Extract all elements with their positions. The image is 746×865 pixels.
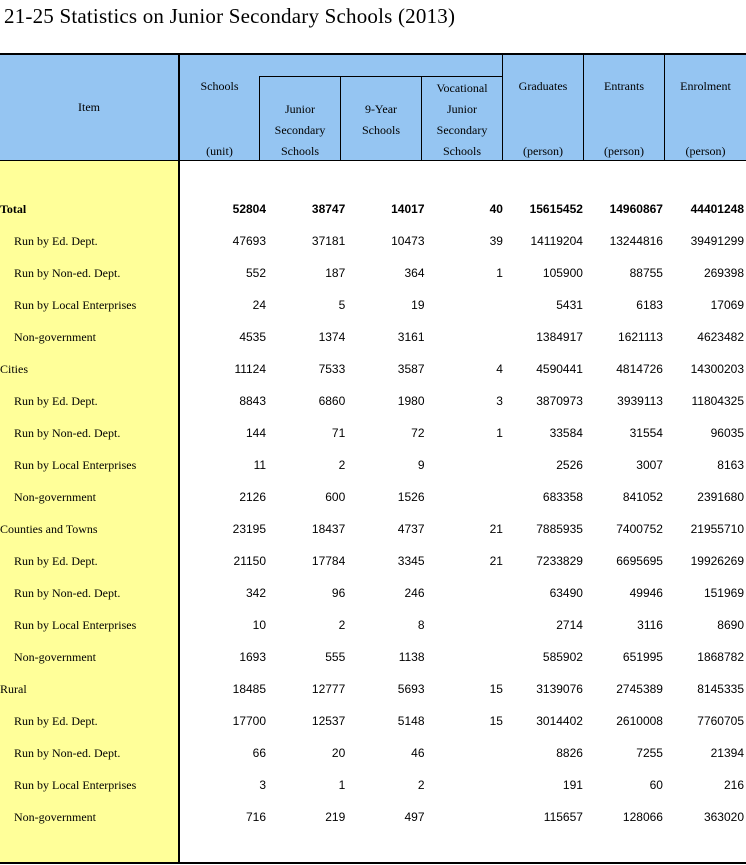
row-value: 552	[246, 266, 267, 280]
table-row	[0, 737, 746, 769]
header-junior-line3: Schools	[280, 144, 319, 158]
row-value	[428, 449, 506, 481]
row-value	[428, 801, 506, 833]
row-value: 3116	[637, 618, 663, 632]
row-label: Run by Non-ed. Dept.	[14, 265, 121, 280]
row-value: 13244816	[609, 234, 663, 248]
row-label: Non-government	[14, 809, 96, 824]
row-value: 4623482	[697, 330, 744, 344]
row-value: 10	[252, 618, 267, 632]
row-value: 39	[489, 234, 503, 248]
row-value: 8690	[717, 618, 744, 632]
row-value: 219	[325, 810, 346, 824]
row-value: 246	[404, 586, 425, 600]
row-value: 364	[404, 266, 425, 280]
row-label: Non-government	[14, 489, 96, 504]
row-value: 128066	[622, 810, 663, 824]
header-enrolment-unit: (person)	[685, 144, 726, 158]
bottom-rule	[0, 862, 746, 864]
header-junior-line2: Secondary	[274, 123, 326, 137]
row-value: 37181	[311, 234, 346, 248]
table-row	[0, 481, 746, 513]
table-row	[0, 385, 746, 417]
row-value: 7885935	[536, 522, 583, 536]
row-value: 1621113	[618, 330, 663, 344]
header-vocational-line3: Secondary	[436, 123, 488, 137]
row-value: 11804325	[691, 394, 744, 408]
row-value	[428, 609, 506, 641]
row-value: 1	[338, 778, 346, 792]
table-header	[0, 55, 746, 160]
row-value: 651995	[622, 650, 663, 664]
table-row	[0, 769, 746, 801]
row-value: 4737	[397, 522, 425, 536]
row-value: 15	[489, 714, 503, 728]
row-value: 21150	[233, 554, 267, 568]
row-value: 14960867	[609, 202, 663, 216]
row-value: 5431	[556, 298, 583, 312]
row-value: 4535	[239, 330, 267, 344]
row-value: 3161	[397, 330, 425, 344]
row-value: 3139076	[536, 682, 583, 696]
row-value: 6860	[318, 394, 346, 408]
row-value: 2	[417, 778, 425, 792]
row-value: 2610008	[616, 714, 663, 728]
row-value: 3	[496, 394, 503, 408]
row-value: 2	[338, 458, 346, 472]
row-value: 5693	[397, 682, 425, 696]
row-label: Counties and Towns	[0, 521, 98, 536]
row-value: 5148	[397, 714, 425, 728]
row-value: 9	[417, 458, 425, 472]
header-junior-line1: Junior	[285, 102, 315, 116]
row-value: 24	[252, 298, 267, 312]
row-value: 63490	[549, 586, 583, 600]
header-entrants-unit: (person)	[604, 144, 644, 158]
row-value: 2714	[556, 618, 583, 632]
row-label: Cities	[0, 361, 29, 376]
row-value: 8145335	[697, 682, 744, 696]
row-value: 585902	[542, 650, 583, 664]
table-row	[0, 513, 746, 545]
row-label: Run by Ed. Dept.	[14, 233, 98, 248]
row-value: 191	[562, 778, 583, 792]
row-value	[428, 641, 506, 673]
row-value: 71	[331, 426, 346, 440]
row-value: 3	[259, 778, 267, 792]
row-value: 1	[496, 266, 503, 280]
row-value: 8826	[556, 746, 583, 760]
row-value: 20	[331, 746, 346, 760]
row-value: 23195	[232, 522, 267, 536]
row-value: 14300203	[690, 362, 744, 376]
row-label: Non-government	[14, 329, 96, 344]
row-value: 8163	[717, 458, 744, 472]
header-vocational-line1: Vocational	[436, 81, 488, 95]
row-label: Run by Local Enterprises	[14, 297, 137, 312]
table-row	[0, 609, 746, 641]
row-value: 17069	[710, 298, 744, 312]
row-label: Run by Ed. Dept.	[14, 553, 98, 568]
row-value: 7760705	[697, 714, 744, 728]
row-value	[428, 577, 506, 609]
row-label: Non-government	[14, 649, 96, 664]
row-value: 17700	[232, 714, 267, 728]
row-value: 716	[246, 810, 267, 824]
row-value: 3014402	[536, 714, 583, 728]
header-entrants: Entrants	[604, 79, 644, 93]
header-schools: Schools	[200, 79, 239, 93]
table-row	[0, 225, 746, 257]
row-value: 19926269	[690, 554, 744, 568]
row-value: 17784	[311, 554, 346, 568]
row-value: 49946	[629, 586, 663, 600]
row-value: 3870973	[536, 394, 583, 408]
table-row	[0, 417, 746, 449]
row-value: 40	[489, 202, 503, 216]
row-value: 269398	[703, 266, 744, 280]
row-value: 8843	[239, 394, 267, 408]
row-value: 15615452	[529, 202, 583, 216]
row-value: 2745389	[616, 682, 663, 696]
row-value: 21	[489, 522, 503, 536]
row-value: 363020	[703, 810, 744, 824]
row-value: 555	[325, 650, 346, 664]
row-value: 44401248	[690, 202, 744, 216]
row-value: 841052	[622, 490, 663, 504]
data-table	[0, 193, 746, 833]
header-nine-year-line2: Schools	[361, 123, 400, 137]
table-row	[0, 545, 746, 577]
row-value: 52804	[232, 202, 267, 216]
row-value: 600	[325, 490, 346, 504]
row-value: 6183	[636, 298, 663, 312]
row-label: Run by Ed. Dept.	[14, 393, 98, 408]
table-row	[0, 673, 746, 705]
row-value: 8	[417, 618, 425, 632]
row-value: 6695695	[616, 554, 663, 568]
row-value: 21955710	[690, 522, 744, 536]
row-value: 7255	[636, 746, 663, 760]
row-value: 72	[411, 426, 425, 440]
row-value: 151969	[703, 586, 744, 600]
row-value: 96	[331, 586, 346, 600]
row-value: 21	[489, 554, 503, 568]
table-row	[0, 449, 746, 481]
row-value: 144	[246, 426, 267, 440]
row-value: 10473	[391, 234, 425, 248]
row-value: 1526	[397, 490, 425, 504]
row-value: 3939113	[617, 394, 663, 408]
row-value: 115657	[543, 810, 583, 824]
row-value: 4590441	[536, 362, 583, 376]
row-value: 1693	[239, 650, 267, 664]
row-value: 5	[338, 298, 346, 312]
table-row	[0, 705, 746, 737]
row-value: 39491299	[690, 234, 744, 248]
table-row	[0, 801, 746, 833]
row-value: 18485	[232, 682, 267, 696]
row-value: 342	[246, 586, 267, 600]
row-value: 2526	[556, 458, 583, 472]
row-value: 18437	[311, 522, 346, 536]
row-value: 31554	[629, 426, 663, 440]
row-value: 4	[496, 362, 503, 376]
table-row	[0, 577, 746, 609]
row-value: 7233829	[536, 554, 583, 568]
row-label: Run by Local Enterprises	[14, 617, 137, 632]
row-value: 12777	[311, 682, 346, 696]
header-item: Item	[78, 100, 100, 114]
row-label: Run by Non-ed. Dept.	[14, 745, 121, 760]
row-value: 15	[489, 682, 503, 696]
row-value: 21394	[710, 746, 744, 760]
page-title: 21-25 Statistics on Junior Secondary Schools (2013)	[4, 4, 456, 28]
table-row	[0, 193, 746, 225]
header-vocational-line2: Junior	[447, 102, 477, 116]
row-value: 33584	[549, 426, 583, 440]
row-value: 1138	[398, 650, 425, 664]
row-value: 2	[338, 618, 346, 632]
table-row	[0, 289, 746, 321]
row-value: 12537	[311, 714, 346, 728]
row-value	[428, 481, 506, 513]
row-value: 11	[253, 458, 267, 472]
row-value: 3007	[636, 458, 663, 472]
header-graduates-unit: (person)	[523, 144, 563, 158]
row-label: Run by Local Enterprises	[14, 777, 137, 792]
row-value: 497	[404, 810, 425, 824]
row-value: 96035	[710, 426, 744, 440]
row-label: Run by Non-ed. Dept.	[14, 585, 121, 600]
header-vocational-line4: Schools	[442, 144, 481, 158]
row-value: 19	[411, 298, 425, 312]
row-label: Run by Ed. Dept.	[14, 713, 98, 728]
header-graduates: Graduates	[518, 79, 568, 93]
row-value: 47693	[232, 234, 267, 248]
header-schools-unit: (unit)	[206, 144, 233, 158]
row-value: 3587	[397, 362, 425, 376]
row-value: 7533	[318, 362, 346, 376]
row-value	[428, 321, 506, 353]
row-value: 60	[649, 778, 663, 792]
row-value: 14119204	[530, 234, 583, 248]
table-row	[0, 641, 746, 673]
row-value	[428, 737, 506, 769]
row-value: 1	[496, 426, 503, 440]
table-row	[0, 353, 746, 385]
row-value: 1384917	[536, 330, 583, 344]
row-value: 66	[252, 746, 267, 760]
row-label: Rural	[0, 681, 27, 696]
row-value: 1374	[318, 330, 346, 344]
row-value: 7400752	[616, 522, 663, 536]
table-row	[0, 321, 746, 353]
row-value: 216	[723, 778, 744, 792]
row-value	[428, 769, 506, 801]
row-value: 38747	[311, 202, 346, 216]
row-value: 3345	[397, 554, 425, 568]
row-value: 4814726	[616, 362, 663, 376]
row-label: Run by Non-ed. Dept.	[14, 425, 121, 440]
table-row	[0, 257, 746, 289]
row-value: 11124	[234, 362, 267, 376]
header-enrolment: Enrolment	[680, 79, 731, 93]
row-label: Run by Local Enterprises	[14, 457, 137, 472]
row-value: 105900	[542, 266, 583, 280]
row-value: 14017	[391, 202, 425, 216]
header-nine-year-line1: 9-Year	[364, 102, 398, 116]
row-value: 88755	[629, 266, 663, 280]
row-value: 1868782	[697, 650, 744, 664]
row-label: Total	[0, 201, 27, 216]
row-value: 2126	[239, 490, 267, 504]
row-value: 46	[411, 746, 425, 760]
row-value: 1980	[397, 394, 425, 408]
row-value: 187	[325, 266, 346, 280]
row-value	[428, 289, 506, 321]
row-value: 683358	[542, 490, 583, 504]
row-value: 2391680	[697, 490, 744, 504]
